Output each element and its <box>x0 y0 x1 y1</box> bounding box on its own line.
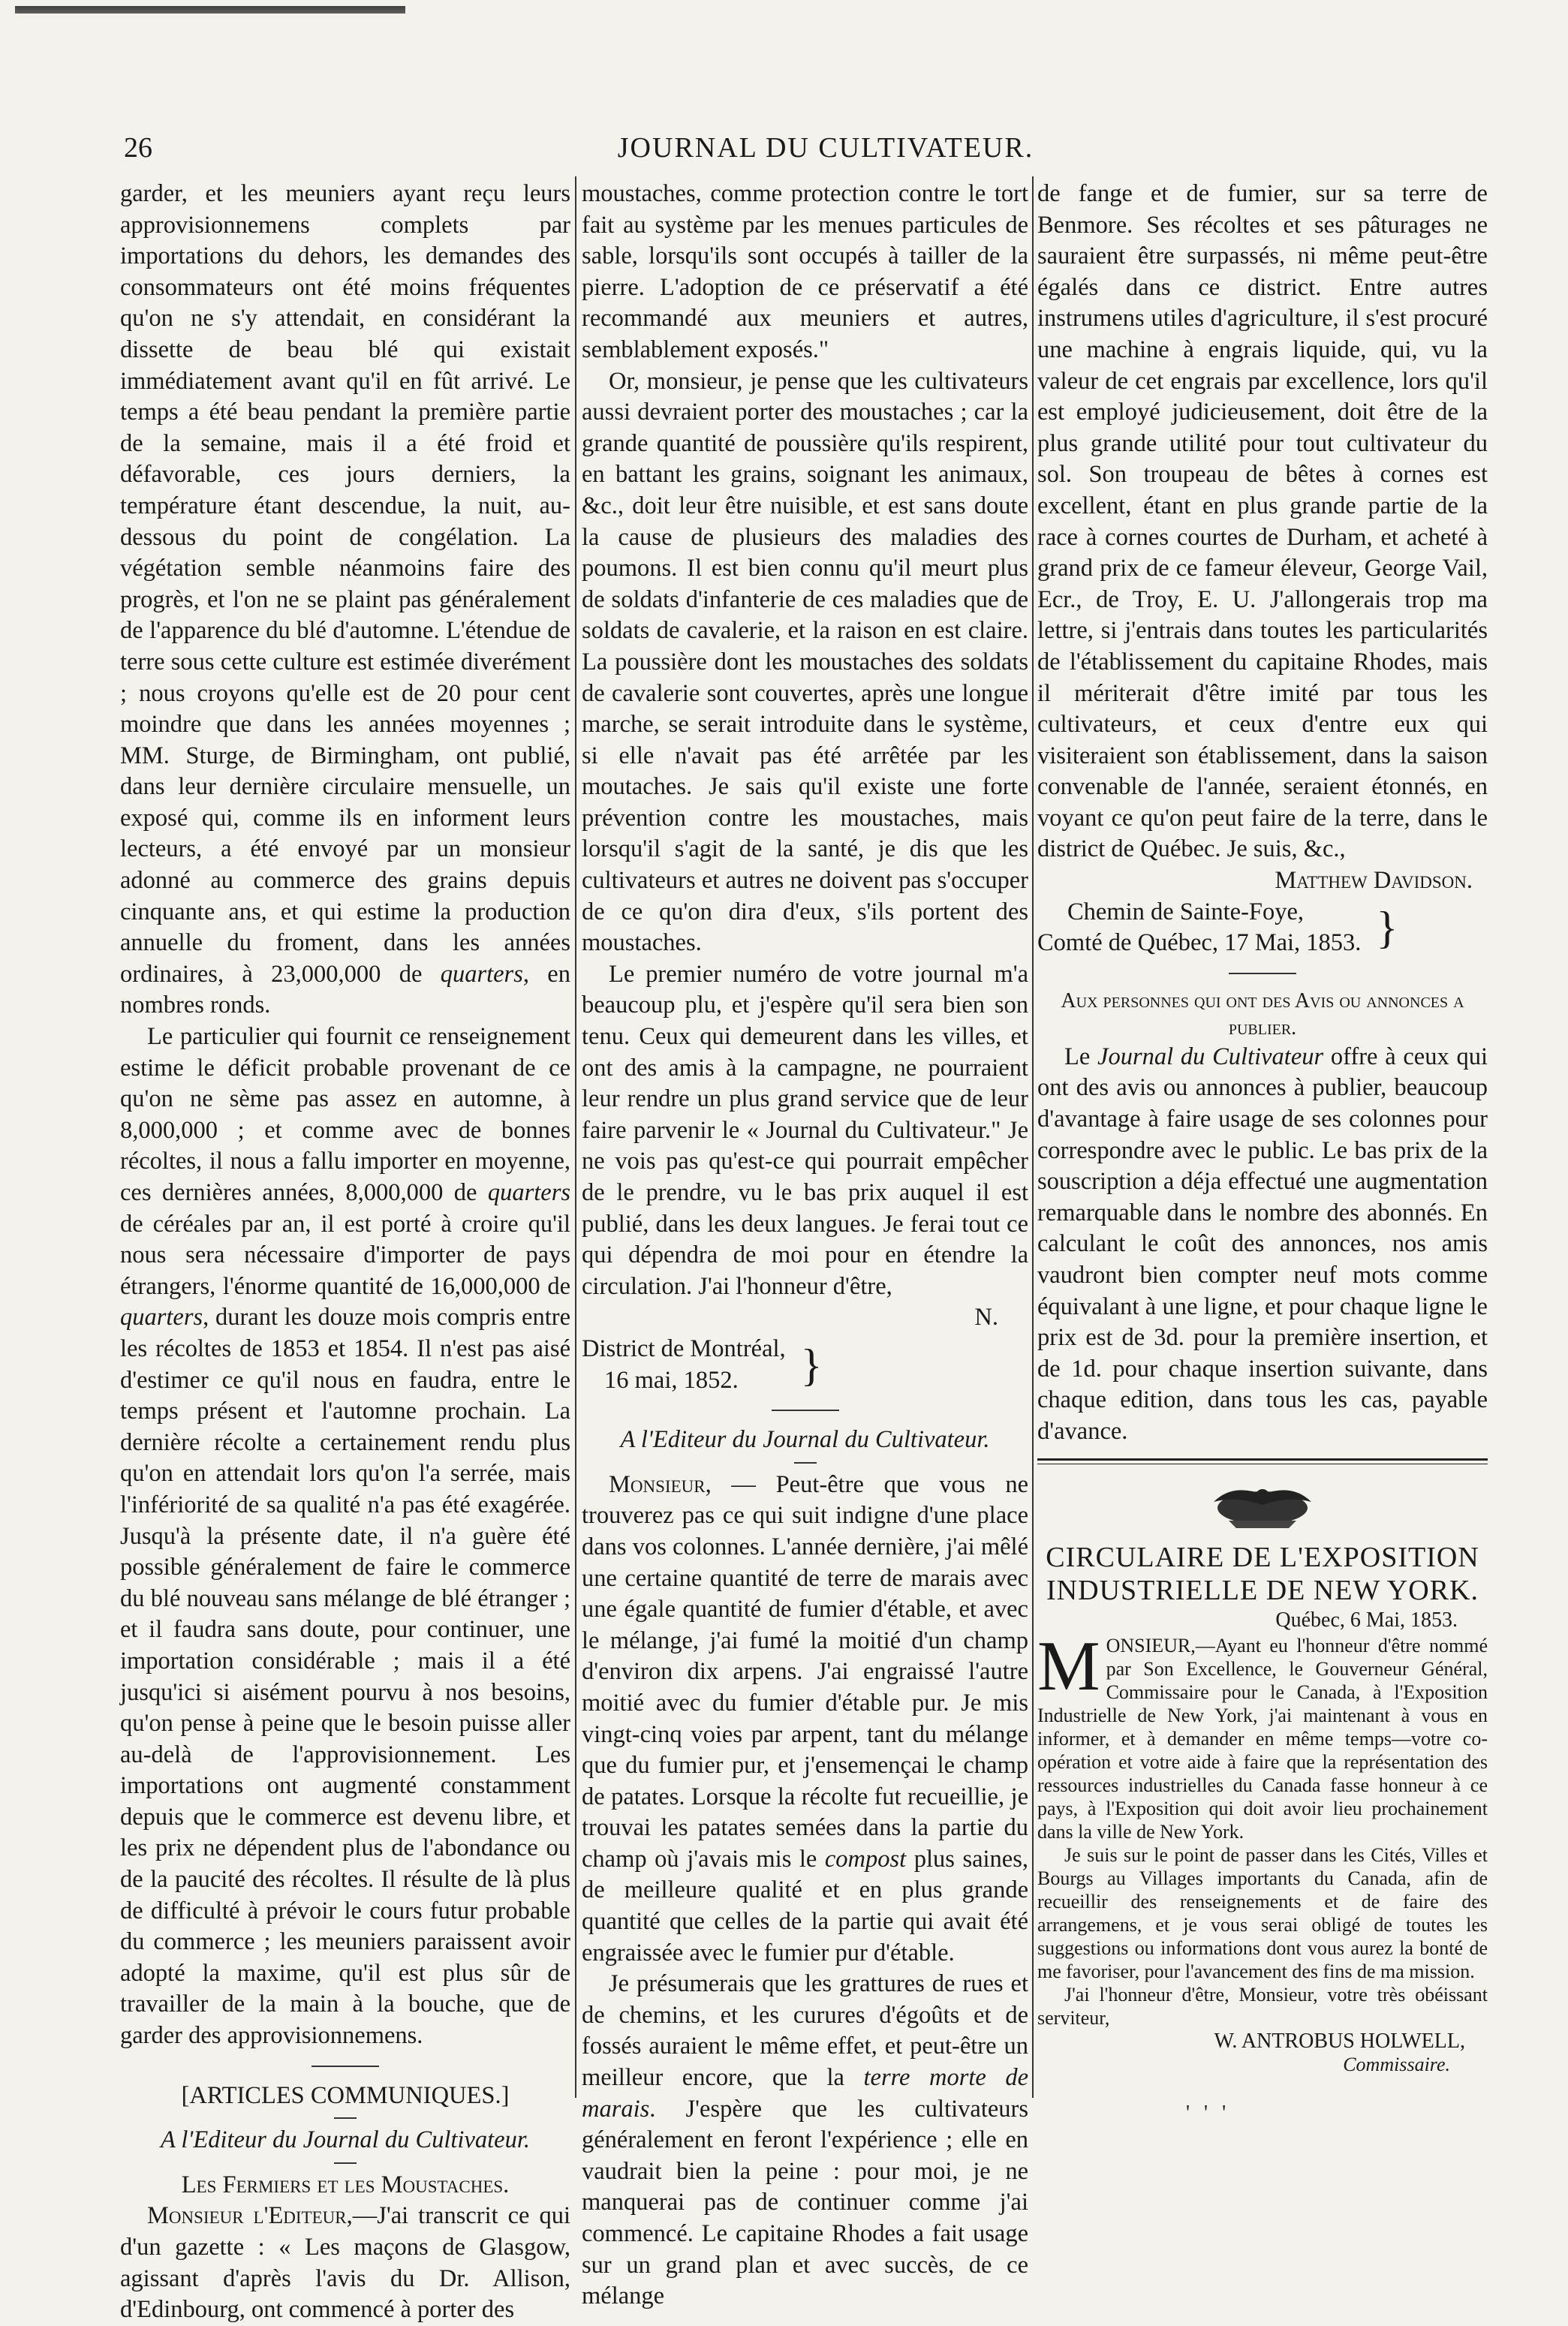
eagle-emblem-icon <box>1199 1479 1326 1532</box>
section-rule <box>772 1410 839 1411</box>
circular-title: CIRCULAIRE DE L'EXPOSITION INDUSTRIELLE DE NEW YORK. <box>1046 1541 1479 1606</box>
paragraph: MONSIEUR,—Ayant eu l'honneur d'être nommé par Son Excellence, le Gouverneur Général, Commissaire pour le Canada, à l'Exposition Industrielle de New York, j'ai maintenant à vous en informer, et à demander en même temps—votre co-opération et votre aide à faire que la représentation des ressources industrielles du Canada fasse honneur à ce pays, à l'Exposition qui doit avoir lieu prochainement dans la ville de New York. <box>1037 1626 1488 1843</box>
paragraph: Le Journal du Cultivateur offre à ceux qui ont des avis ou annonces à publier, beaucoup d'avantage à faire usage de ses colonnes pour correspondre avec le public. Le bas prix de la souscription a déja effectué une augmentation remarquable dans le nombre des abonnés. En calculant le coût des annonces, nos amis vaudront bien compter neuf mots comme équivalant à une ligne, et pour chaque ligne le prix est de 3d. pour la première insertion, et de 1d. pour chaque insertion suivante, dans chaque edition, dans tous les cas, payable d'avance. <box>1037 1043 1488 1445</box>
section-rule <box>794 1462 817 1464</box>
section-rule <box>334 2117 357 2119</box>
article-title: Les Fermiers et les Moustaches. <box>181 2171 510 2198</box>
footer-marks: ' ' ' <box>1186 2102 1231 2125</box>
column-3 <box>1037 179 1488 2100</box>
brace-icon: } <box>1376 903 1398 953</box>
paragraph: de fange et de fumier, sur sa terre de Benmore. Ses récoltes et ses pâturages ne sauraient être surpassés, ni même peut-être égalés dans ce district. Entre autres instrumens utiles d'agriculture, il s'est procuré une machine à engrais liquide, qui, vu la valeur de cet engrais par excellence, lors qu'il est employé judicieusement, doit être de la plus grande utilité pour tout cultivateur du sol. Son troupeau de bêtes à cornes est excellent, étant en plus grande partie de la race à cornes courtes de Durham, et acheté à grand prix de ce fameur éleveur, George Vail, Ecr., de Troy, E. U. J'allongerais trop ma lettre, si j'entrais dans toutes les particularités de l'établissement du capitaine Rhodes, mais il mériterait d'être imité par tous les cultivateurs, et ceux d'entre eux qui visiteraient son établissement, dans la saison convenable de l'année, seraient étonnés, en voyant ce qu'on peut faire de la terre, dans le district de Québec. Je suis, &c., <box>1037 180 1488 863</box>
letter-heading: A l'Editeur du Journal du Cultivateur. <box>620 1426 990 1454</box>
page-number: 26 <box>124 132 152 164</box>
paragraph: garder, et les meuniers ayant reçu leurs approvisionnemens complets par importations du dehors, les demandes des consommateurs ont été moins fréquentes qu'on ne s'y attendait, en considérant la dissette de beau blé qui existait immédiatement avant qu'il en fût arrivé. Le temps a été beau pendant la première partie de la semaine, mais il a été froid et défavorable, ces jours derniers, la température étant descendue, la nuit, au-dessous du point de congélation. La végétation semble néanmoins faire des progrès, et l'on ne se plaint pas généralement de l'apparence du blé d'automne. L'étendue de terre sous cette culture est estimée diverément ; nous croyons qu'elle est de 20 pour cent moindre que dans les années moyennes ; MM. Sturge, de Birmingham, ont publié, dans leur dernière circulaire mensuelle, un exposé qui, comme ils en informent leurs lecteurs, a été envoyé par un monsieur adonné au commerce des grains depuis cinquante ans, et qui estime la production annuelle du froment, dans les années ordinaires, à 23,000,000 de quarters, en nombres ronds. <box>120 180 570 1019</box>
section-rule <box>311 2066 379 2067</box>
running-title: JOURNAL DU CULTIVATEUR. <box>617 132 1034 164</box>
section-rule <box>1037 1458 1488 1464</box>
paragraph: Je suis sur le point de passer dans les Cités, Villes et Bourgs au Villages importants du Canada, afin de recueillir des renseignements et de faire des arrangemens, et je vous serai obligé de toutes les suggestions ou informations dont vous aurez la bonté de me favoriser, pour l'avancement des fins de ma mission. <box>1037 1843 1488 1982</box>
brace-icon: } <box>800 1340 823 1390</box>
signature: Matthew Davidson. <box>1275 867 1473 895</box>
paragraph: Le premier numéro de votre journal m'a beaucoup plu, et j'espère qu'il sera bien son tenu. Ceux qui demeurent dans les villes, et ont des amis à la campagne, ne pourraient leur rendre un plus grand service que de leur faire parvenir le « Journal du Cultivateur." Je ne vois pas qu'est-ce qui pourrait empêcher de le prendre, vu le bas prix auquel il est publié, dans les deux langues. Je ferai tout ce qui dépendra de moi pour en étendre la circulation. J'ai l'honneur d'être, <box>582 960 1028 1300</box>
column-1 <box>120 179 570 2324</box>
paragraph: Monsieur l'Editeur,—J'ai transcrit ce qui d'un gazette : « Les maçons de Glasgow, agissant d'après l'avis du Dr. Allison, d'Edinbourg, ont commencé à porter des <box>120 2202 570 2324</box>
section-rule <box>334 2162 357 2164</box>
signature-initial: N. <box>974 1304 998 1332</box>
dateline: Chemin de Sainte-Foye, Comté de Québec, 17 Mai, 1853. } <box>1037 898 1398 957</box>
paragraph: J'ai l'honneur d'être, Monsieur, votre très obéissant serviteur, <box>1037 1983 1488 2029</box>
paragraph: Le particulier qui fournit ce renseignement estime le déficit probable provenant de ce qu'on ne sème pas assez en automne, à 8,000,000 ; et comme avec de bonnes récoltes, il nous a fallu importer en moyenne, ces dernières années, 8,000,000 de quarters de céréales par an, il est porté à croire qu'il nous sera nécessaire d'importer de pays étrangers, l'énorme quantité de 16,000,000 de quarters, durant les douze mois compris entre les récoltes de 1853 et 1854. Il n'est pas aisé d'estimer ce qu'il nous en faudra, entre le temps présent et l'automne prochain. La dernière récolte a certainement rendu plus qu'on en attendait lors qu'on l'a serrée, mais l'infériorité de sa qualité n'a pas été exagérée. Jusqu'à la présente date, il n'a guère été possible généralement de faire le commerce du blé nouveau sans mélange de blé étranger ; et il faudra sans doute, pour continuer, une importation considérable ; mais il a été jusqu'ici si aisément pourvu à nos besoins, qu'on pense à peine que le besoin puisse aller au-delà de l'approvisionnement. Les importations ont augmenté constamment depuis que le commerce est devenu libre, et les prix ne dépendent plus de l'abondance ou de la paucité des récoltes. Il résulte de là plus de difficulté à prévoir le cours futur probable du commerce ; les meuniers paraissent avoir adopté la maxime, qu'il est plus sûr de travailler de la main à la bouche, que de garder des approvisionnemens. <box>120 1023 570 2050</box>
paragraph: Je présumerais que les grattures de rues et de chemins, et les curures d'égoûts et de fossés auraient le même effet, et peut-être un meilleur encore, que la terre morte de marais. J'espère que les cultivateurs généralement en feront l'expérience ; elle en vaudrait bien la peine : pour moi, je ne manquerai pas de continuer comme j'ai commencé. Le capitaine Rhodes a fait usage sur un grand plan et avec succès, de ce mélange <box>582 1970 1028 2310</box>
dateline: District de Montréal, 16 mai, 1852. } <box>582 1335 823 1394</box>
notice-title: Aux personnes qui ont des Avis ou annonces a publier. <box>1061 988 1464 1040</box>
column-divider <box>1032 176 1034 2098</box>
column-divider <box>575 176 576 2098</box>
paragraph: Or, monsieur, je pense que les cultivateurs aussi devraient porter des moustaches ; car la grande quantité de poussière qu'ils respirent, en battant les grains, soignant les animaux, &c., doit leur être nuisible, et est sans doute la cause de plusieurs des maladies des poumons. Il est bien connu qu'il meurt plus de soldats d'infanterie de ces maladies que de soldats de cavalerie, et la raison en est claire. La poussière dont les moustaches des soldats de cavalerie sont couvertes, après une longue marche, se serait introduite dans le système, si elle n'avait pas été arrêtée par les moutaches. Je sais qu'il existe une forte prévention contre les moustaches, mais lorsqu'il s'agit de la santé, je dis que les cultivateurs et autres ne doivent pas s'occuper de ce qu'on dira d'eux, s'ils portent des moustaches. <box>582 367 1028 957</box>
page-header <box>124 131 1527 169</box>
paragraph: moustaches, comme protection contre le tort fait au système par les menues particules de sable, lorsqu'ils sont occupés à tailler de la pierre. L'adoption de ce préservatif a été recommandé aux meuniers et autres, semblablement exposés." <box>582 180 1028 363</box>
signature-role: Commissaire. <box>1343 2053 1450 2075</box>
letter-heading: A l'Editeur du Journal du Cultivateur. <box>160 2126 531 2154</box>
section-rule <box>1229 973 1296 974</box>
column-2 <box>582 179 1028 2310</box>
top-border-rule <box>15 6 405 14</box>
drop-cap: M <box>1037 1626 1100 1705</box>
circular-date: Québec, 6 Mai, 1853. <box>1275 1608 1458 1632</box>
section-label: [ARTICLES COMMUNIQUES.] <box>181 2081 510 2109</box>
paragraph: Monsieur, — Peut-être que vous ne trouverez pas ce qui suit indigne d'une place dans vos colonnes. L'année dernière, j'ai mêlé une certaine quantité de terre de marais avec une égale quantité de fumier d'étable, et avec le mélange, j'ai fumé la moitié d'un champ d'environ dix arpens. J'ai engraissé l'autre moitié avec du fumier d'étable pur. Je mis vingt-cinq voies par arpent, tant du mélange que du fumier pur, et j'ensemençai le champ de patates. Lorsque la récolte fut recueillie, je trouvai les patates semées dans la partie du champ où j'avais mis le compost plus saines, de meilleure qualité et en plus grande quantité que celles de la partie qui avait été engraissée avec le fumier pur d'étable. <box>582 1470 1028 1966</box>
signature: W. ANTROBUS HOLWELL, <box>1214 2029 1465 2053</box>
